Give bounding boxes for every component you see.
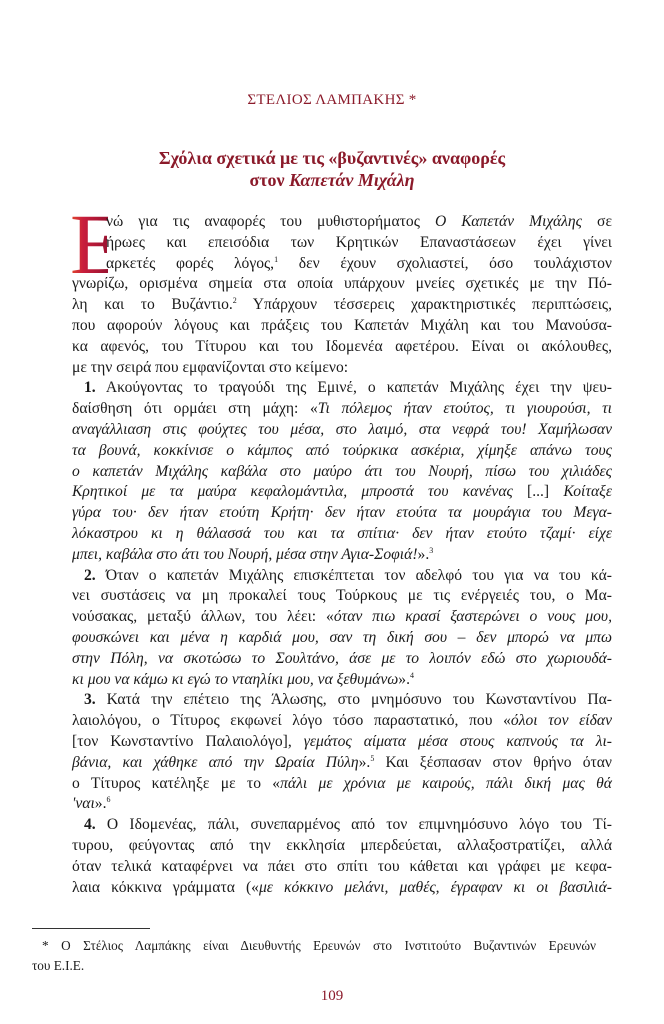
text-line [72,358,612,379]
text-line [72,857,612,878]
quote-text: γεμάτος αίματα μέσα στους καπνούς τα λι- [303,732,612,750]
footnote-ref: 5 [370,753,375,763]
footnote-ref: 2 [232,296,237,306]
text-line [72,690,612,711]
text-line [72,441,612,462]
text-line [72,628,612,649]
author-name: ΣΤΕΛΙΟΣ ΛΑΜΠΑΚΗΣ * [247,92,417,108]
text-line [72,212,612,233]
text-segment: δεν έχουν σχολιαστεί, όσο τουλάχιστον [278,254,612,272]
quote-text: Ο Καπετάν Μιχάλης [434,213,582,230]
text-line [72,399,612,420]
text-line [72,815,612,836]
text-line [72,378,612,399]
quote-text: ο καπετάν Μιχάλης καβάλα στο μαύρο άτι του Νουρή, πίσω του χιλιάδες [72,462,612,480]
title-line-1: Σχόλια σχετικά με τις «βυζαντινές» αναφορές [158,148,506,168]
footnote-divider [32,928,150,929]
title-line-2-prefix: στον [249,170,290,190]
quote-text: κι μου να κάμω κι εγώ το νταηλίκι μου, να ξεθυμάνω [72,670,399,688]
text-line [72,607,612,628]
text-segment: 3. [84,691,96,709]
text-line [72,503,612,524]
text-segment: [...] [512,483,564,501]
text-segment: 2. [84,566,96,584]
text-segment: ». [358,753,371,771]
text-segment: ο Τίτυρος κατέληξε με το « [72,774,281,792]
footnote-ref: 1 [274,254,279,264]
text-line [72,274,612,295]
text-segment: Ακούγοντας το τραγούδι της Εμινέ, ο καπετάν Μιχάλης έχει την ψευ- [95,379,612,397]
text-segment: ». [398,670,410,688]
quote-text: γύρα του· δεν ήταν ετούτη Κρήτη· δεν ήταν ετούτα τα μουράγια του Μεγα- [72,504,612,522]
text-line [72,774,612,795]
title-line-2-italic: Καπετάν Μιχάλη [289,170,415,190]
text-line [72,233,612,254]
text-segment: Υπάρχουν τέσσερεις χαρακτηριστικές περιπτώσεις, [236,296,612,314]
footnote-line-2: του Ε.Ι.Ε. [32,958,85,973]
footnote-ref: 6 [106,795,111,805]
text-line [72,462,612,483]
article-title [0,147,664,191]
text-line [72,524,612,545]
text-line [72,254,612,275]
quote-text: με κόκκινο μελάνι, μαθές, έγραφαν κι οι βασιλιά- [258,878,612,896]
quote-text: όλοι τον είδαν [510,712,612,730]
text-segment: ». [417,545,430,563]
page-number: 109 [320,988,344,1004]
text-segment: αρκετές φορές λόγος, [106,254,275,272]
text-line [72,753,612,774]
quote-text: βάνια, και χάθηκε από την Ωραία Πύλη [72,753,359,771]
text-segment: λαιολόγου, ο Τίτυρος εκφωνεί λόγο τόσο παραστατικό, που « [72,712,511,730]
text-line [72,670,612,691]
text-line [72,337,612,358]
text-segment: τυρου, φεύγοντας από την εκκλησία μπερδεύεται, αλλαξοστρατίζει, αλλά [72,836,612,854]
text-line [72,316,612,337]
text-line [72,295,612,316]
text-line [72,878,612,899]
text-line [72,649,612,670]
text-segment: κα αφενός, του Τίτυρου και του Ιδομενέα αφετέρου. Είναι οι ακόλουθες, [72,337,612,355]
text-segment: γνωρίζω, ορισμένα σημεία στα οποία υπάρχουν μνείες σχετικές με την Πό- [72,275,612,293]
text-segment: Κατά την επέτειο της Άλωσης, στο μνημόσυνο του Κωνσταντίνου Πα- [95,691,612,709]
text-line [72,482,612,503]
text-line [72,545,612,566]
quote-text: στην Πόλη, να σκοτώσω το Σουλτάνο, άσε με το λοιπόν εδώ στο χωριουδά- [72,649,612,667]
quote-text: μπει, καβάλα στο άτι του Νουρή, μέσα στην Αγια-Σοφιά! [72,545,418,563]
quote-text: φουσκώνει και μένα η καρδιά μου, σαν τη δική σου – δεν μπορώ να μπω [72,628,612,646]
quote-text: τα βουνά, κοκκίνισε ο κάμπος από τούρκικα ασκέρια, χίμηξε απάνω τους [72,441,612,459]
quote-text: αναγάλλιαση στις φούχτες του μέσα, στο λαιμό, στα νεφρά του! Χαμήλωσαν [72,420,612,438]
article-body [70,196,612,898]
footnote [32,936,596,976]
text-line [72,711,612,732]
text-segment: όταν τελικά καταφέρνει να πάει στο σπίτι του κάθεται και γράφει με κεφα- [72,857,612,875]
drop-cap: Ε [70,196,123,292]
text-line [72,566,612,587]
text-line [72,836,612,857]
text-line [72,586,612,607]
text-segment: 1. [84,379,96,397]
text-segment: [τον Κωνσταντίνο Παλαιολόγο], [72,732,304,750]
text-segment: νούσακας, μεταξύ άλλων, του λέει: « [72,608,334,626]
text-segment: λη και το Βυζάντιο. [72,296,233,314]
quote-text: πάλι με χρόνια με καιρούς, πάλι δική μας θά [280,774,612,792]
text-segment: 4. [84,816,96,834]
quote-text: λόκαστρου κι η θάλασσά του και τα σπίτια· δεν ήταν ετούτο τζαμί· είχε [72,524,612,542]
text-line [72,732,612,753]
text-segment: δαίσθηση ότι ορμάει στη μάχη: « [72,400,318,418]
quote-text: Κρητικοί με τα μαύρα κεφαλομάντιλα, μπροστά του κανένας [72,483,513,501]
text-segment: Ο Ιδομενέας, πάλι, συνεπαρμένος από τον επιμνημόσυνο λόγο του Τί- [95,816,612,834]
text-segment: ήρωες και επεισόδια των Κρητικών Επαναστάσεων έχει γίνει [106,233,612,251]
text-segment: λαια κόκκινα γράμματα (« [72,878,259,896]
quote-text: Κοίταξε [563,483,612,501]
text-segment: Όταν ο καπετάν Μιχάλης επισκέπτεται τον αδελφό του για να του κά- [95,566,612,584]
footnote-ref: 3 [429,545,434,555]
text-segment: νώ για τις αναφορές του μυθιστορήματος [106,213,435,230]
footnote-ref: 4 [409,670,414,680]
quote-text: Τι πόλεμος ήταν ετούτος, τι γιουρούσι, τι [317,400,612,418]
text-segment: σε [581,213,612,230]
text-line [72,794,612,815]
text-line [72,420,612,441]
quote-text: 'ναι [72,795,95,813]
text-segment: που αφορούν λόγους και πράξεις του Καπετάν Μιχάλη και του Μανούσα- [72,316,612,334]
text-segment: με την σειρά που εμφανίζονται στο κείμενο: [72,358,349,376]
text-segment: νει συστάσεις να μη προκαλεί τους Τούρκους με τις ενέργειές του, ο Μα- [72,587,612,605]
title-line-2 [0,169,664,191]
quote-text: όταν πιω κρασί ξαστερώνει ο νους μου, [333,608,612,626]
text-segment: ». [94,795,107,813]
text-segment: Και ξέσπασαν στον θρήνο όταν [374,753,612,771]
footnote-line-1: * Ο Στέλιος Λαμπάκης είναι Διευθυντής Ερευνών στο Ινστιτούτο Βυζαντινών Ερευνών [42,938,596,953]
